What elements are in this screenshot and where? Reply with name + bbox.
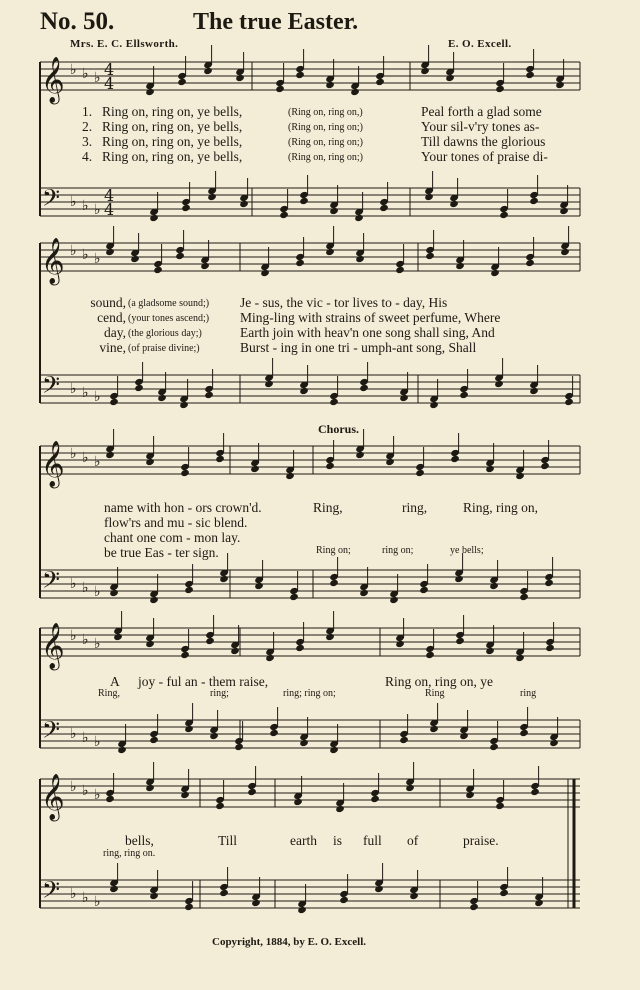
note: [149, 736, 159, 744]
flat-icon: ♭: [94, 251, 101, 267]
lyric-line: name with hon - ors crown'd.: [104, 500, 262, 515]
lyric-word: of: [407, 833, 419, 848]
note: [275, 85, 285, 93]
note: [399, 736, 409, 744]
note: [145, 640, 155, 648]
echo-text: (Ring on, ring on,): [288, 107, 363, 118]
note: [490, 269, 500, 277]
flat-icon: ♭: [94, 454, 101, 470]
treble-clef-icon: 𝄞: [41, 623, 65, 669]
lyric-line: day,: [104, 325, 126, 340]
time-signature: 4: [104, 186, 115, 205]
flat-icon: ♭: [94, 787, 101, 803]
note: [109, 589, 119, 597]
flat-icon: ♭: [94, 734, 101, 750]
lyric-line: joy - ful an - them raise,: [138, 674, 269, 689]
note: [329, 579, 339, 587]
lyric-col-b: [128, 295, 209, 355]
note: [499, 889, 509, 897]
note: [180, 791, 190, 799]
note: [424, 193, 434, 201]
note: [254, 582, 264, 590]
flat-icon: ♭: [82, 890, 89, 906]
note: [429, 725, 439, 733]
echo-text: (the glorious day;): [128, 328, 202, 339]
lyric-line: Your tones of praise di-: [421, 149, 548, 164]
note: [395, 640, 405, 648]
time-signature: 4: [104, 200, 115, 219]
flat-icon: ♭: [70, 628, 77, 644]
note: [149, 892, 159, 900]
note: [529, 387, 539, 395]
note: [459, 391, 469, 399]
note: [203, 67, 213, 75]
note: [489, 743, 499, 751]
note: [335, 805, 345, 813]
note: [264, 380, 274, 388]
flat-icon: ♭: [94, 70, 101, 86]
flat-icon: ♭: [70, 243, 77, 259]
alto-word: ring: [520, 688, 537, 699]
note: [465, 791, 475, 799]
note: [350, 88, 360, 96]
composer-credit: E. O. Excell.: [448, 38, 512, 50]
note: [325, 248, 335, 256]
note: [545, 644, 555, 652]
note: [109, 885, 119, 893]
verse-number: 4.: [82, 149, 93, 164]
flat-icon: ♭: [82, 730, 89, 746]
bass-clef-icon: 𝄢: [42, 566, 61, 599]
note: [354, 214, 364, 222]
note: [544, 579, 554, 587]
chorus-word: Ring, ring on,: [463, 500, 539, 515]
note: [485, 647, 495, 655]
verse-lines-a: [102, 104, 242, 164]
note: [339, 896, 349, 904]
alto-word: ring, ring on.: [103, 848, 156, 859]
flat-icon: ♭: [70, 779, 77, 795]
lyric-line: Ming-ling with strains of sweet perfume, Where: [240, 310, 501, 325]
note: [455, 262, 465, 270]
verse-numbers: [82, 104, 92, 164]
treble-clef-icon: 𝄞: [41, 238, 65, 284]
note: [204, 391, 214, 399]
lyric-line: Ring on, ring on, ye bells,: [102, 149, 243, 164]
note: [239, 200, 249, 208]
note: [285, 472, 295, 480]
note: [325, 462, 335, 470]
flat-icon: ♭: [94, 202, 101, 218]
flat-icon: ♭: [82, 247, 89, 263]
lyric-line: sound,: [90, 295, 126, 310]
treble-clef-icon: 𝄞: [41, 441, 65, 487]
note: [454, 575, 464, 583]
note: [219, 575, 229, 583]
lyric-line: cend,: [97, 310, 126, 325]
alto-word: Ring,: [98, 688, 120, 699]
note: [525, 259, 535, 267]
note: [215, 802, 225, 810]
lyric-line: flow'rs and mu - sic blend.: [104, 515, 248, 530]
note: [149, 214, 159, 222]
note: [529, 197, 539, 205]
note: [200, 262, 210, 270]
note: [184, 903, 194, 911]
note: [485, 465, 495, 473]
note: [515, 472, 525, 480]
lyricist-credit: Mrs. E. C. Ellsworth.: [70, 38, 179, 50]
note: [499, 211, 509, 219]
lyric-line: Burst - ing in one tri - umph-ant song, Shall: [240, 340, 477, 355]
note: [549, 739, 559, 747]
flat-icon: ♭: [82, 66, 89, 82]
note: [530, 788, 540, 796]
chorus-small: ring on;: [382, 545, 414, 556]
time-signature: 4: [104, 74, 115, 93]
note: [117, 746, 127, 754]
note: [560, 248, 570, 256]
note: [299, 197, 309, 205]
note: [495, 802, 505, 810]
lyric-word: Till: [218, 833, 238, 848]
chorus-label: Chorus.: [318, 422, 360, 436]
note: [525, 71, 535, 79]
note: [105, 248, 115, 256]
note: [145, 88, 155, 96]
note: [289, 593, 299, 601]
lyric-line: Ring on, ring on, ye bells,: [102, 104, 243, 119]
note: [395, 266, 405, 274]
bass-clef-icon: 𝄢: [42, 716, 61, 749]
note: [374, 885, 384, 893]
flat-icon: ♭: [94, 636, 101, 652]
verse-lines-b: [288, 104, 363, 164]
note: [234, 743, 244, 751]
flat-icon: ♭: [94, 389, 101, 405]
note: [113, 633, 123, 641]
note: [293, 798, 303, 806]
echo-text: (Ring on, ring on;): [288, 152, 363, 163]
verse-lines-c: [421, 104, 548, 164]
flat-icon: ♭: [82, 198, 89, 214]
echo-text: (Ring on, ring on;): [288, 122, 363, 133]
lyric-line: Till dawns the glorious: [421, 134, 546, 149]
note: [251, 899, 261, 907]
note: [269, 729, 279, 737]
note: [230, 647, 240, 655]
note: [297, 906, 307, 914]
note: [175, 252, 185, 260]
chorus-word: ring,: [402, 500, 428, 515]
note: [181, 204, 191, 212]
note: [375, 78, 385, 86]
echo-text: (a gladsome sound;): [128, 298, 210, 309]
echo-text: (your tones ascend;): [128, 313, 210, 324]
note: [329, 398, 339, 406]
flat-icon: ♭: [82, 580, 89, 596]
alto-word: ring;: [210, 688, 229, 699]
treble-clef-icon: 𝄞: [41, 57, 65, 103]
note: [207, 193, 217, 201]
flat-icon: ♭: [70, 194, 77, 210]
note: [153, 266, 163, 274]
note: [205, 637, 215, 645]
lyric-line: Ring on, ring on, ye bells,: [102, 134, 243, 149]
note: [555, 81, 565, 89]
note: [235, 74, 245, 82]
echo-text: (Ring on, ring on;): [288, 137, 363, 148]
note: [495, 85, 505, 93]
note: [105, 795, 115, 803]
verse-number: 2.: [82, 119, 93, 134]
flat-icon: ♭: [82, 783, 89, 799]
copyright: Copyright, 1884, by E. O. Excell.: [212, 936, 367, 948]
note: [325, 81, 335, 89]
note: [379, 204, 389, 212]
note: [299, 739, 309, 747]
note: [177, 78, 187, 86]
note: [455, 637, 465, 645]
note: [145, 458, 155, 466]
note: [409, 892, 419, 900]
hymn-number: No. 50.: [40, 8, 115, 35]
note: [405, 784, 415, 792]
bass-clef-icon: 𝄢: [42, 371, 61, 404]
note: [184, 725, 194, 733]
note: [459, 732, 469, 740]
note: [299, 387, 309, 395]
note: [219, 889, 229, 897]
lyric-word: A: [110, 674, 120, 689]
note: [534, 899, 544, 907]
note: [559, 207, 569, 215]
note: [325, 633, 335, 641]
lyric-word: is: [333, 833, 343, 848]
hymn-title: The true Easter.: [193, 9, 359, 35]
time-signature: 4: [104, 60, 115, 79]
note: [329, 746, 339, 754]
note: [540, 462, 550, 470]
flat-icon: ♭: [82, 450, 89, 466]
lyric-line: vine,: [99, 340, 126, 355]
flat-icon: ♭: [82, 385, 89, 401]
echo-text: (of praise divine;): [128, 343, 200, 354]
bass-clef-icon: 𝄢: [42, 876, 61, 909]
note: [420, 67, 430, 75]
note: [250, 465, 260, 473]
lyric-line: Je - sus, the vic - tor lives to - day, His: [240, 295, 448, 310]
lyric-line: Ring on, ring on, ye: [385, 674, 493, 689]
lyric-word: full: [363, 833, 382, 848]
note: [355, 451, 365, 459]
note: [130, 255, 140, 263]
note: [370, 795, 380, 803]
flat-icon: ♭: [70, 576, 77, 592]
note: [355, 255, 365, 263]
note: [415, 469, 425, 477]
lyric-line: Your sil-v'ry tones as-: [421, 119, 540, 134]
note: [425, 252, 435, 260]
lyric-word: bells,: [125, 833, 154, 848]
note: [359, 384, 369, 392]
note: [215, 455, 225, 463]
lyric-col-c: [240, 295, 500, 355]
note: [385, 458, 395, 466]
note: [519, 729, 529, 737]
flat-icon: ♭: [70, 381, 77, 397]
lyric-line: chant one com - mon lay.: [104, 530, 241, 545]
lyric-line: Earth join with heav'n one song shall sing, And: [240, 325, 495, 340]
note: [180, 651, 190, 659]
note: [295, 644, 305, 652]
lyric-col-a: [86, 295, 126, 355]
note: [450, 455, 460, 463]
verse-number: 3.: [82, 134, 93, 149]
note: [419, 586, 429, 594]
note: [109, 398, 119, 406]
flat-icon: ♭: [94, 584, 101, 600]
note: [445, 74, 455, 82]
note: [295, 71, 305, 79]
note: [425, 651, 435, 659]
note: [209, 732, 219, 740]
note: [429, 401, 439, 409]
note: [515, 654, 525, 662]
note: [399, 394, 409, 402]
note: [469, 903, 479, 911]
note: [279, 211, 289, 219]
note: [180, 469, 190, 477]
flat-icon: ♭: [70, 62, 77, 78]
lyric-line: Peal forth a glad some: [421, 104, 542, 119]
note: [489, 582, 499, 590]
alto-word: Ring: [425, 688, 445, 699]
note: [564, 398, 574, 406]
note: [184, 586, 194, 594]
note: [157, 394, 167, 402]
note: [519, 593, 529, 601]
flat-icon: ♭: [82, 632, 89, 648]
note: [494, 380, 504, 388]
note: [260, 269, 270, 277]
verse-number: 1.: [82, 104, 93, 119]
note: [265, 654, 275, 662]
lyric-block-end: [104, 500, 262, 560]
flat-icon: ♭: [70, 726, 77, 742]
bass-clef-icon: 𝄢: [42, 184, 61, 217]
note: [449, 200, 459, 208]
flat-icon: ♭: [94, 894, 101, 910]
note: [295, 259, 305, 267]
lyric-line: be true Eas - ter sign.: [104, 545, 219, 560]
note: [149, 596, 159, 604]
note: [359, 589, 369, 597]
chorus-small: ye bells;: [450, 545, 484, 556]
flat-icon: ♭: [70, 886, 77, 902]
alto-word: ring; ring on;: [283, 688, 336, 699]
note: [389, 596, 399, 604]
chorus-word: Ring,: [313, 500, 343, 515]
lyric-word: earth: [290, 833, 317, 848]
note: [145, 784, 155, 792]
note: [134, 384, 144, 392]
note: [247, 788, 257, 796]
flat-icon: ♭: [70, 446, 77, 462]
note: [329, 207, 339, 215]
note: [179, 401, 189, 409]
lyric-line: Ring on, ring on, ye bells,: [102, 119, 243, 134]
lyric-word: praise.: [463, 833, 499, 848]
note: [105, 451, 115, 459]
chorus-small: Ring on;: [316, 545, 351, 556]
treble-clef-icon: 𝄞: [41, 774, 65, 820]
